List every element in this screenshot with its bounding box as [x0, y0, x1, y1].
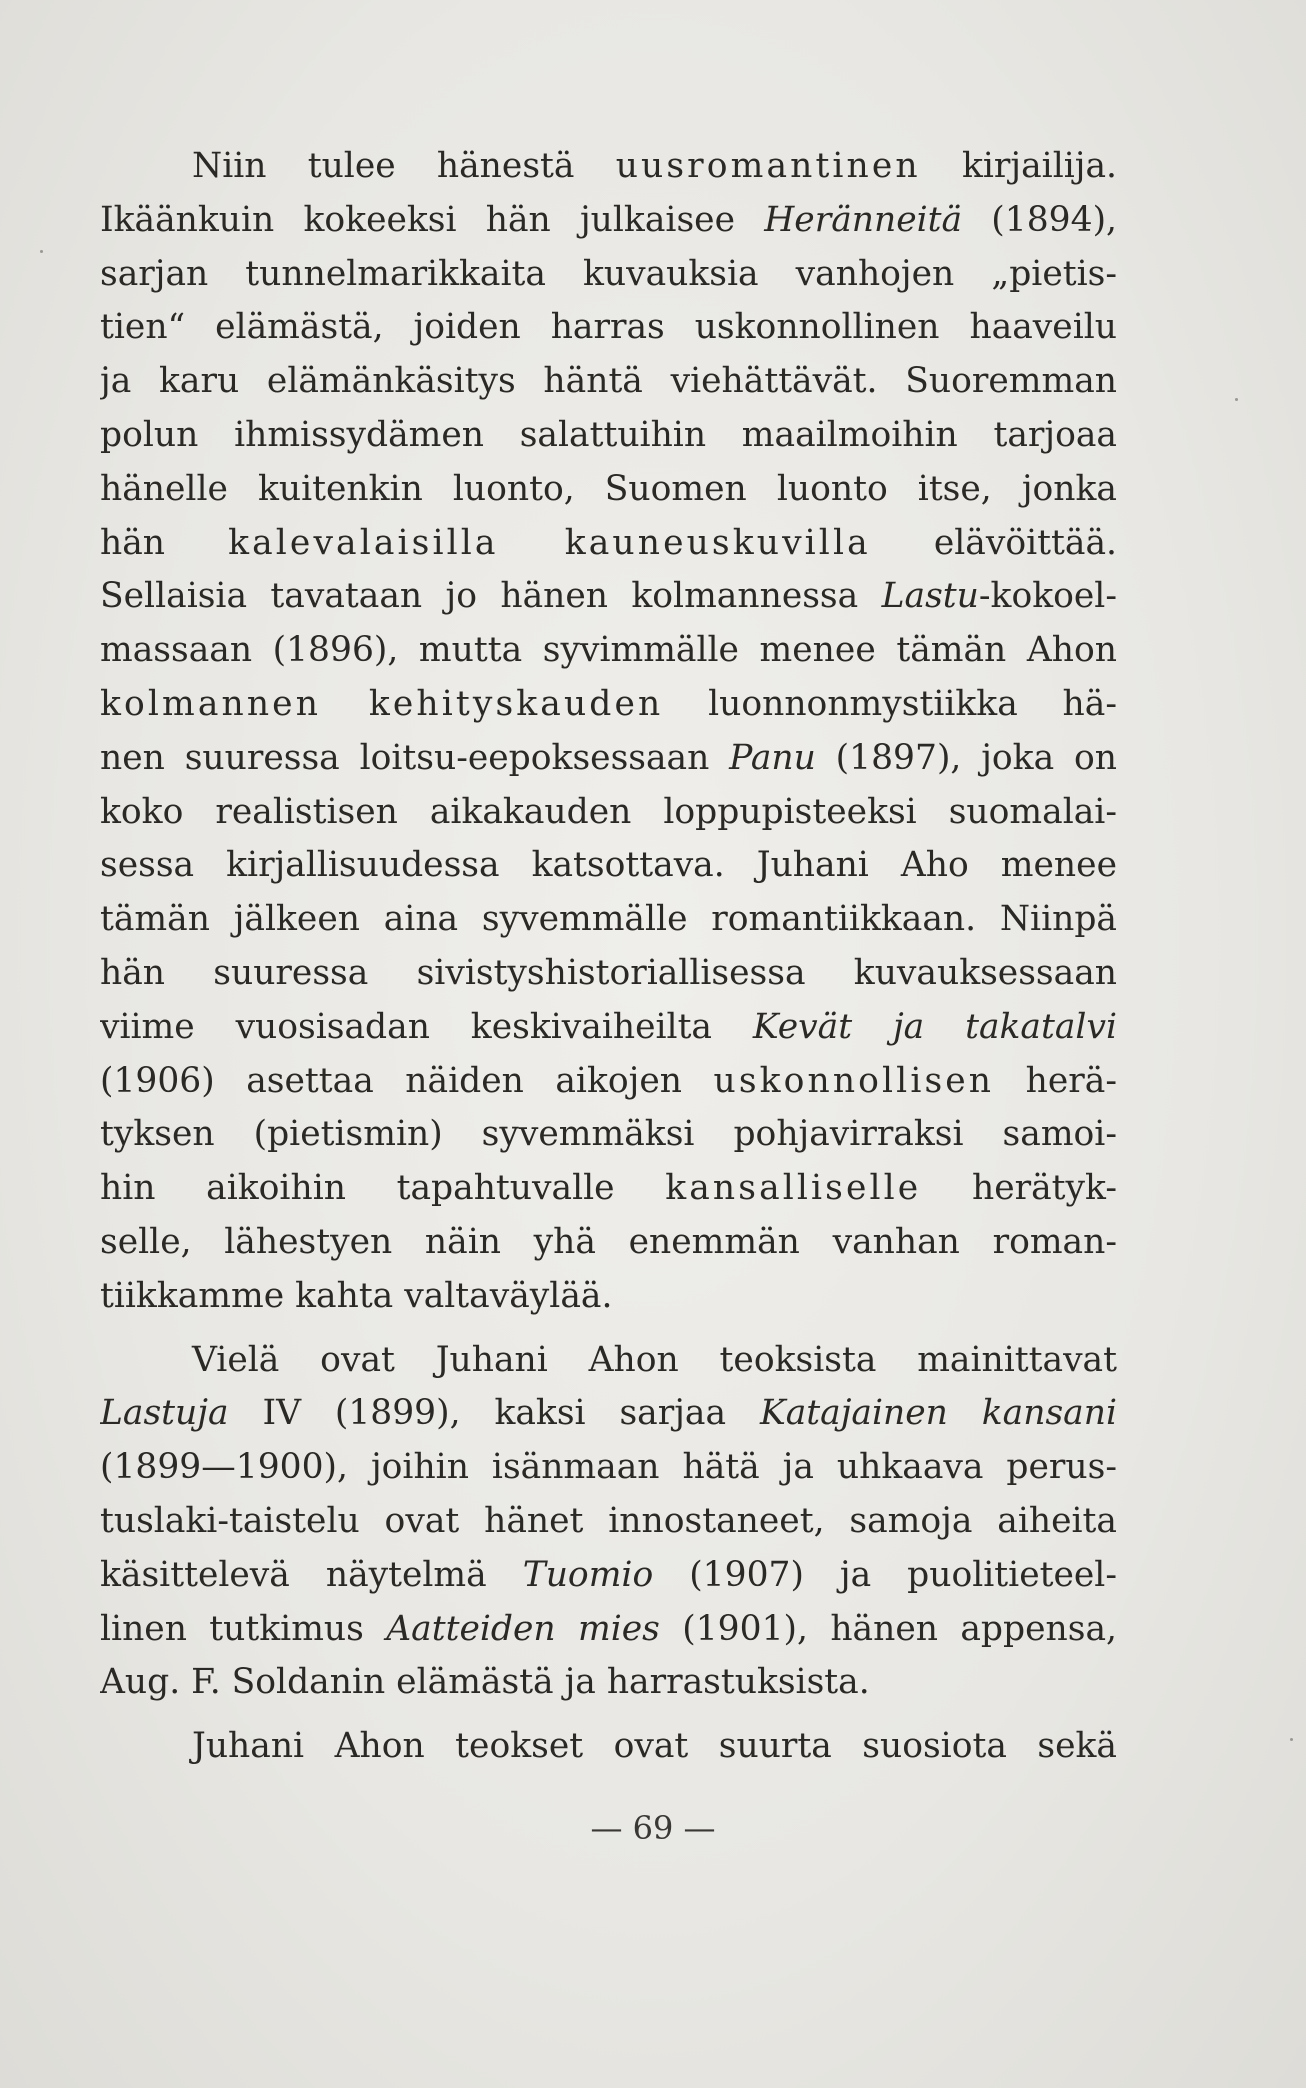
text-segment: herä-	[994, 1060, 1117, 1101]
text-line	[100, 1216, 1117, 1270]
text-segment: Ikäänkuin kokeeksi hän julkaisee	[100, 199, 765, 240]
paragraph	[100, 1720, 1117, 1774]
text-line	[100, 732, 1117, 786]
text-line	[100, 678, 1117, 732]
text-segment: Juhani Ahon teokset ovat suurta suosiota sekä	[192, 1726, 1117, 1767]
spaced-emphasis: uskonnollisen	[713, 1060, 995, 1101]
text-line	[100, 1495, 1117, 1549]
text-line	[100, 517, 1117, 571]
italic-title: Lastuja	[100, 1393, 229, 1434]
text-segment: (1906) asettaa näiden aikojen	[100, 1060, 714, 1101]
paper-speck	[1235, 398, 1238, 401]
text-segment: tiikkamme kahta valtaväylää.	[100, 1275, 613, 1316]
page-number: — 69 —	[590, 1809, 716, 1847]
text-line	[100, 463, 1117, 517]
text-segment: viime vuosisadan keskivaiheilta	[100, 1006, 753, 1047]
text-line	[100, 409, 1117, 463]
italic-title: Kevät ja takatalvi	[752, 1006, 1117, 1047]
text-segment: koko realistisen aikakauden loppupisteeksi suomalai-	[100, 791, 1117, 832]
text-segment: (1894),	[962, 199, 1117, 240]
text-segment: hin aikoihin tapahtuvalle	[100, 1168, 666, 1209]
text-segment: Vielä ovat Juhani Ahon teoksista mainittavat	[192, 1339, 1117, 1380]
text-segment: tuslaki-taistelu ovat hänet innostaneet, samoja aiheita	[100, 1500, 1117, 1541]
text-segment: luonnonmystiikka hä-	[663, 683, 1117, 724]
text-segment: IV (1899), kaksi sarjaa	[228, 1393, 760, 1434]
text-segment: tyksen (pietismin) syvemmäksi pohjavirraksi samoi-	[100, 1114, 1117, 1155]
text-segment: elävöittää.	[870, 522, 1117, 563]
paragraph	[100, 140, 1117, 1324]
text-segment: käsittelevä näytelmä	[100, 1554, 523, 1595]
text-segment: sessa kirjallisuudessa katsottava. Juhani Aho menee	[100, 845, 1117, 886]
text-segment: tämän jälkeen aina syvemmälle romantiikkaan. Niinpä	[100, 899, 1117, 940]
text-segment: Sellaisia tavataan jo hänen kolmannessa	[100, 576, 882, 617]
text-line	[100, 1720, 1117, 1774]
text-line	[100, 1001, 1117, 1055]
text-line	[100, 947, 1117, 1001]
paragraph-gap	[100, 1324, 1117, 1334]
text-line	[100, 1162, 1117, 1216]
spaced-emphasis: kolmannen kehityskauden	[100, 683, 664, 724]
body-text	[100, 140, 1117, 1774]
text-line	[100, 893, 1117, 947]
text-line	[100, 1603, 1117, 1657]
text-segment: selle, lähestyen näin yhä enemmän vanhan roman-	[100, 1221, 1117, 1262]
italic-title: Aatteiden mies	[386, 1608, 660, 1649]
paragraph-gap	[100, 1710, 1117, 1720]
italic-title: Panu	[729, 737, 816, 778]
text-segment: tien“ elämästä, joiden harras uskonnollinen haaveilu	[100, 307, 1117, 348]
italic-title: Lastu	[881, 576, 979, 617]
text-segment: hänelle kuitenkin luonto, Suomen luonto itse, jonka	[100, 468, 1117, 509]
text-segment: -kokoel-	[978, 576, 1117, 617]
italic-title: Heränneitä	[764, 199, 963, 240]
text-segment: ja karu elämänkäsitys häntä viehättävät. Suoremman	[100, 361, 1117, 402]
text-segment: linen tutkimus	[100, 1608, 387, 1649]
spaced-emphasis: uusromantinen	[615, 146, 921, 186]
text-line	[100, 1108, 1117, 1162]
text-line	[100, 624, 1117, 678]
text-line	[100, 839, 1117, 893]
text-line	[100, 1387, 1117, 1441]
text-segment: (1907) ja puolitieteel-	[653, 1554, 1117, 1595]
text-line	[100, 1334, 1117, 1388]
text-line	[100, 140, 1117, 194]
text-line	[100, 1549, 1117, 1603]
text-line	[100, 355, 1117, 409]
text-line	[100, 248, 1117, 302]
text-line	[100, 194, 1117, 248]
text-line	[100, 1656, 1117, 1710]
text-segment: (1897), joka on	[815, 737, 1117, 778]
text-segment: polun ihmissydämen salattuihin maailmoihin tarjoaa	[100, 414, 1117, 455]
italic-title: Tuomio	[522, 1554, 654, 1595]
text-segment: kirjailija.	[920, 146, 1117, 186]
text-line	[100, 1441, 1117, 1495]
text-segment: sarjan tunnelmarikkaita kuvauksia vanhojen „pietis-	[100, 253, 1117, 294]
paper-speck	[1290, 1738, 1293, 1741]
spaced-emphasis: kansalliselle	[665, 1168, 922, 1209]
text-segment: hän suuressa sivistyshistoriallisessa kuvauksessaan	[100, 952, 1117, 993]
paper-speck	[40, 250, 43, 253]
text-line	[100, 301, 1117, 355]
italic-title: Katajainen kansani	[759, 1393, 1117, 1434]
text-segment: Niin tulee hänestä	[192, 146, 616, 186]
text-line	[100, 1055, 1117, 1109]
text-segment: (1901), hänen appensa,	[659, 1608, 1117, 1649]
text-segment: herätyk-	[921, 1168, 1117, 1209]
text-line	[100, 570, 1117, 624]
text-line	[100, 786, 1117, 840]
paragraph	[100, 1334, 1117, 1711]
text-segment: Aug. F. Soldanin elämästä ja harrastuksista.	[100, 1662, 870, 1703]
text-segment: (1899—1900), joihin isänmaan hätä ja uhkaava perus-	[100, 1447, 1117, 1488]
spaced-emphasis: kalevalaisilla kauneuskuvilla	[228, 522, 871, 563]
text-segment: massaan (1896), mutta syvimmälle menee tämän Ahon	[100, 630, 1117, 671]
text-segment: hän	[100, 522, 229, 563]
text-line	[100, 1270, 1117, 1324]
text-segment: nen suuressa loitsu-eepoksessaan	[100, 737, 730, 778]
